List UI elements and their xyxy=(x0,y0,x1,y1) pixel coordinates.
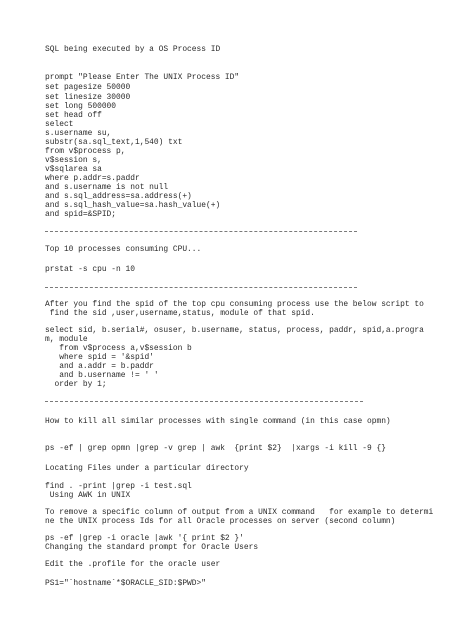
doc-line: prompt "Please Enter The UNIX Process ID" xyxy=(45,73,240,82)
doc-line: After you find the spid of the top cpu consuming process use the below script to xyxy=(45,300,424,309)
dashed-divider xyxy=(45,287,357,288)
doc-line: substr(sa.sql_text,1,540) txt xyxy=(45,138,183,147)
doc-line: set linesize 30000 xyxy=(45,93,131,102)
doc-line: Top 10 processes consuming CPU... xyxy=(45,245,202,254)
doc-line: and s.username is not null xyxy=(45,183,169,192)
doc-line: find . -print |grep -i test.sql xyxy=(45,482,192,491)
doc-line: set head off xyxy=(45,111,102,120)
doc-line: select xyxy=(45,120,74,129)
doc-line: and a.addr = b.paddr xyxy=(45,362,154,371)
doc-line: order by 1; xyxy=(45,380,107,389)
doc-line: and spid=&SPID; xyxy=(45,210,117,219)
doc-line: ne the UNIX process Ids for all Oracle processes on server (second column) xyxy=(45,517,396,526)
doc-line: set long 500000 xyxy=(45,102,117,111)
doc-line: Edit the .profile for the oracle user xyxy=(45,560,221,569)
dashed-divider xyxy=(45,231,357,232)
doc-line: from v$process a,v$session b xyxy=(45,344,192,353)
doc-line: ps -ef | grep opmn |grep -v grep | awk {print $2} |xargs -i kill -9 {} xyxy=(45,444,386,453)
doc-line: Changing the standard prompt for Oracle Users xyxy=(45,543,259,552)
doc-line: v$sqlarea sa xyxy=(45,165,102,174)
doc-line: Using AWK in UNIX xyxy=(45,491,131,500)
doc-line: where p.addr=s.paddr xyxy=(45,174,140,183)
doc-line: ps -ef |grep -i oracle |awk '{ print $2 }' xyxy=(45,534,244,543)
doc-line: and s.sql_address=sa.address(+) xyxy=(45,192,192,201)
doc-line: How to kill all similar processes with single command (in this case opmn) xyxy=(45,417,391,426)
doc-line: set pagesize 50000 xyxy=(45,83,131,92)
dashed-divider xyxy=(45,401,363,402)
doc-line: find the sid ,user,username,status, module of that spid. xyxy=(45,309,315,318)
doc-line: s.username su, xyxy=(45,129,112,138)
doc-line: SQL being executed by a OS Process ID xyxy=(45,45,221,54)
doc-line: To remove a specific column of output from a UNIX command for example to determi xyxy=(45,508,434,517)
doc-line: m, module xyxy=(45,335,88,344)
doc-line: and s.sql_hash_value=sa.hash_value(+) xyxy=(45,201,221,210)
doc-line: v$session s, xyxy=(45,156,102,165)
doc-line: where spid = '&spid' xyxy=(45,353,154,362)
doc-line: from v$process p, xyxy=(45,147,126,156)
doc-line: and b.username != ' ' xyxy=(45,371,159,380)
doc-line: select sid, b.serial#, osuser, b.username, status, process, paddr, spid,a.progra xyxy=(45,326,424,335)
doc-line: prstat -s cpu -n 10 xyxy=(45,265,135,274)
doc-line: PS1="`hostname`*$ORACLE_SID:$PWD>" xyxy=(45,579,206,588)
doc-line: Locating Files under a particular directory xyxy=(45,464,249,473)
